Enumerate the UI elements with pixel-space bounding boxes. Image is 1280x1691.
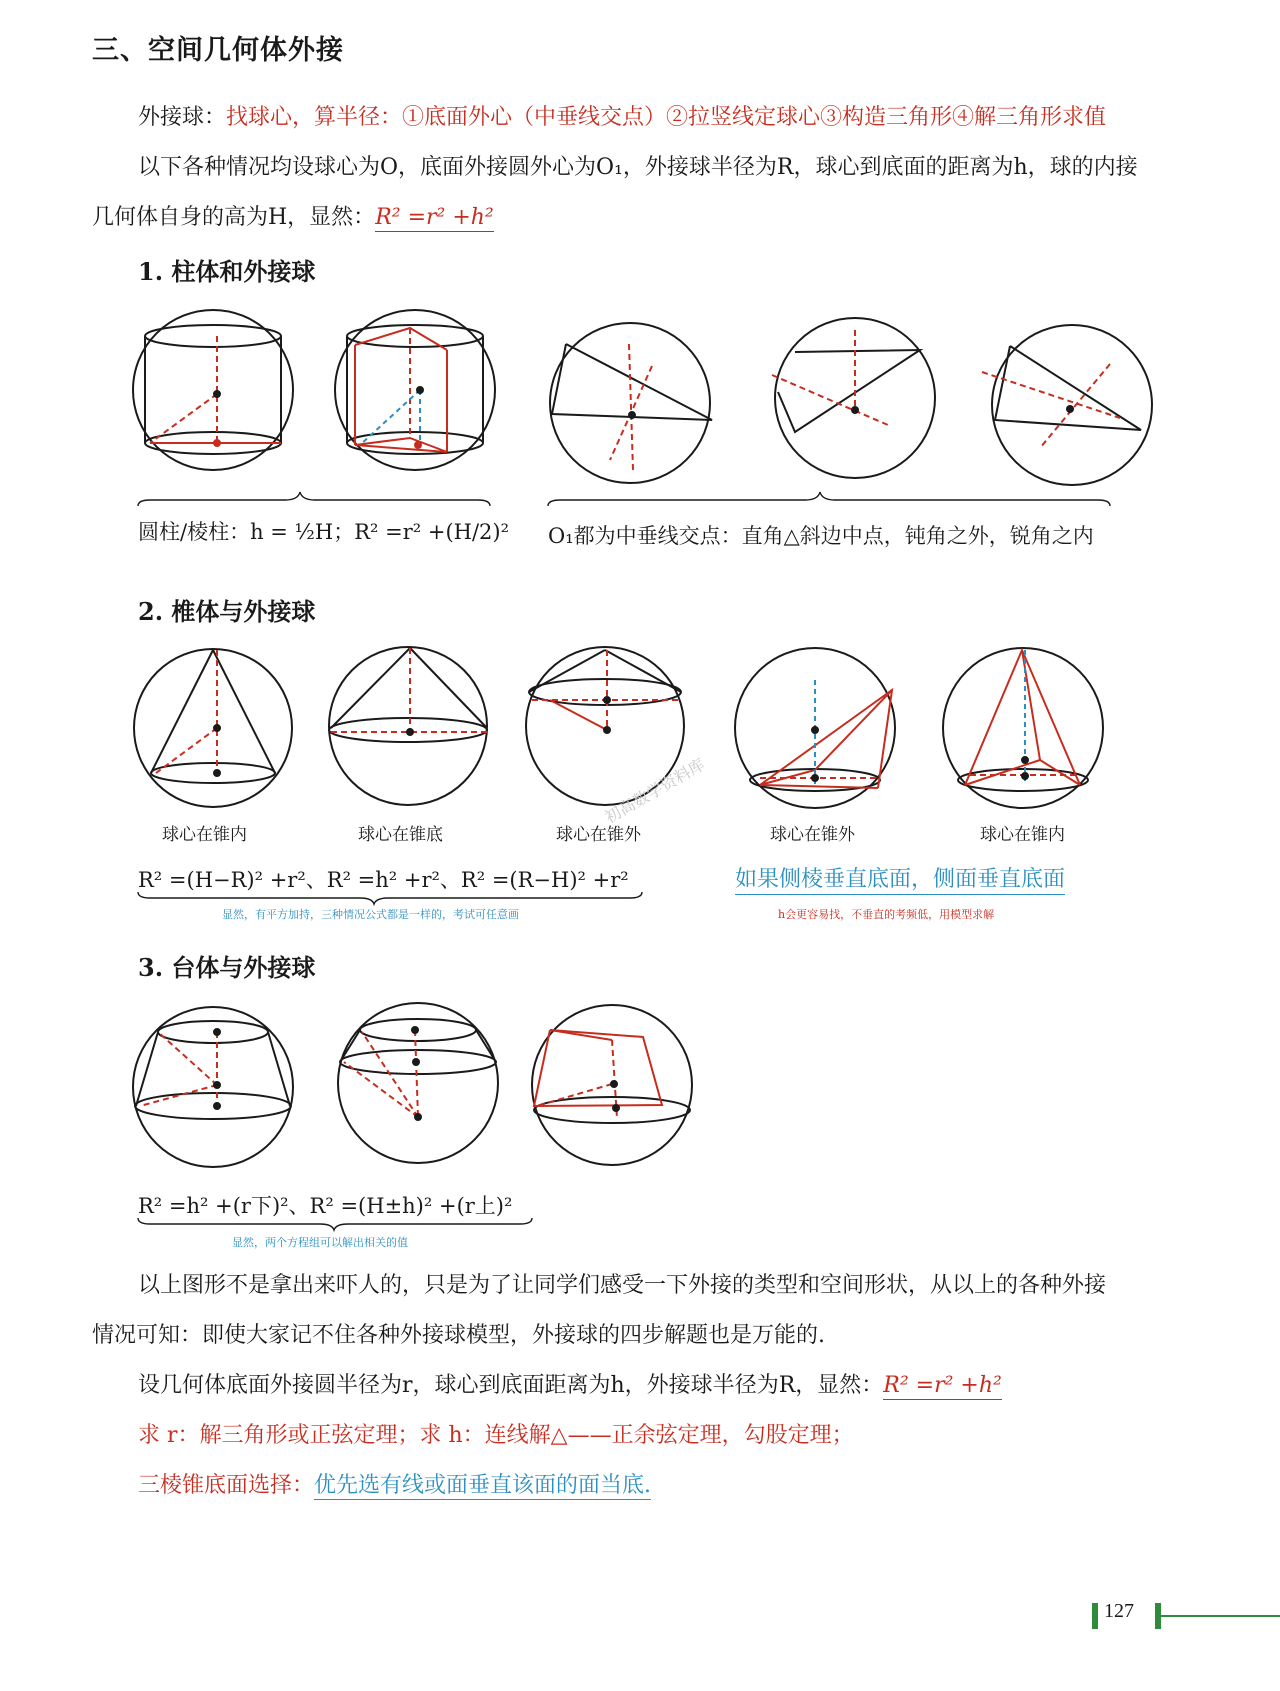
section-3-heading: 3. 台体与外接球 (138, 953, 316, 982)
outro-p4 (138, 1468, 651, 1499)
intro-label: 外接球： (138, 105, 227, 130)
page-number: 127 (1104, 1600, 1134, 1622)
caption-pyramid-inside: 球心在锥内 (980, 825, 1065, 845)
outro-p2 (138, 1368, 1002, 1399)
section-2-note-right: h会更容易找，不垂直的考频低，用模型求解 (778, 908, 995, 921)
section-3-note: 显然，两个方程组可以解出相关的值 (232, 1236, 408, 1249)
section-1-heading: 1. 柱体和外接球 (138, 257, 316, 286)
right-triangle-figure (550, 323, 712, 483)
obtuse-triangle-figure (772, 318, 935, 478)
outro-p1b: 情况可知：即使大家记不住各种外接球模型，外接球的四步解题也是万能的. (92, 1323, 825, 1348)
section-3-figures (0, 995, 1280, 1175)
section-2-formula: R² =(H−R)² +r²、R² =h² +r²、R² =(R−H)² +r² (138, 868, 629, 892)
page-title: 三、空间几何体外接 (92, 35, 344, 66)
section-2-note-left: 显然，有平方加持，三种情况公式都是一样的，考试可任意画 (222, 908, 519, 921)
brace-right (548, 492, 1110, 506)
section-3-brace (0, 1212, 1280, 1232)
outro-p4-text: 优先选有线或面垂直该面的面当底. (314, 1473, 652, 1498)
intro-line-3 (92, 200, 494, 231)
cylinder-in-sphere-figure (133, 310, 293, 470)
frustum-center-inside-figure (133, 1007, 293, 1167)
section-1-figures (0, 300, 1280, 550)
page-marker-left (1092, 1603, 1098, 1629)
section-1-formula-left: 圆柱/棱柱：h = ½H；R² =r² +(H/2)² (138, 520, 509, 544)
caption-cone-base: 球心在锥底 (358, 825, 443, 845)
cone-center-inside-figure (134, 649, 292, 807)
frustum-center-outside-figure (338, 1003, 498, 1163)
section-2-heading: 2. 椎体与外接球 (138, 597, 316, 626)
brace-left (138, 492, 490, 506)
outro-p1a: 以上图形不是拿出来吓人的，只是为了让同学们感受一下外接的类型和空间形状，从以上的各种外接 (138, 1273, 1107, 1298)
acute-triangle-figure (982, 325, 1152, 485)
intro-line-3-text: 几何体自身的高为H，显然： (92, 205, 376, 230)
section-2-blue-note: 如果侧棱垂直底面，侧面垂直底面 (735, 862, 1065, 895)
outro-p4-label: 三棱锥底面选择： (138, 1473, 315, 1498)
pyramid-inside-figure (943, 648, 1103, 808)
watermark: 初高数学资料库 (601, 754, 709, 828)
frustum-oblique-figure (532, 1005, 692, 1165)
outro-p2-formula: R² =r² +h² (883, 1373, 1002, 1398)
section-1-formula-right: O₁都为中垂线交点：直角△斜边中点，钝角之外，锐角之内 (548, 524, 1094, 548)
pyramid-perpendicular-outside-figure (735, 648, 895, 808)
section-3-formula: R² =h² +(r下)²、R² =(H±h)² +(r上)² (138, 1194, 513, 1218)
section-2-braces (0, 884, 1280, 904)
intro-steps: 找球心，算半径：①底面外心（中垂线交点）②拉竖线定球心③构造三角形④解三角形求值 (226, 105, 1107, 130)
caption-cone-outside: 球心在锥外 (556, 825, 641, 845)
caption-cone-inside: 球心在锥内 (162, 825, 247, 845)
intro-line-2: 以下各种情况均设球心为O，底面外接圆外心为O₁，外接球半径为R，球心到底面的距离为h，球的内接 (138, 155, 1138, 180)
outro-p3: 求 r：解三角形或正弦定理；求 h：连线解△——正余弦定理，勾股定理； (138, 1423, 854, 1448)
caption-pyramid-outside: 球心在锥外 (770, 825, 855, 845)
outro-p2-text: 设几何体底面外接圆半径为r，球心到底面距离为h，外接球半径为R，显然： (138, 1373, 884, 1398)
intro-formula: R² =r² +h² (375, 205, 494, 230)
cone-center-base-figure (329, 647, 487, 805)
intro-steps-line (138, 100, 1106, 131)
prism-in-sphere-figure (335, 310, 495, 470)
page-rule (1161, 1615, 1280, 1617)
